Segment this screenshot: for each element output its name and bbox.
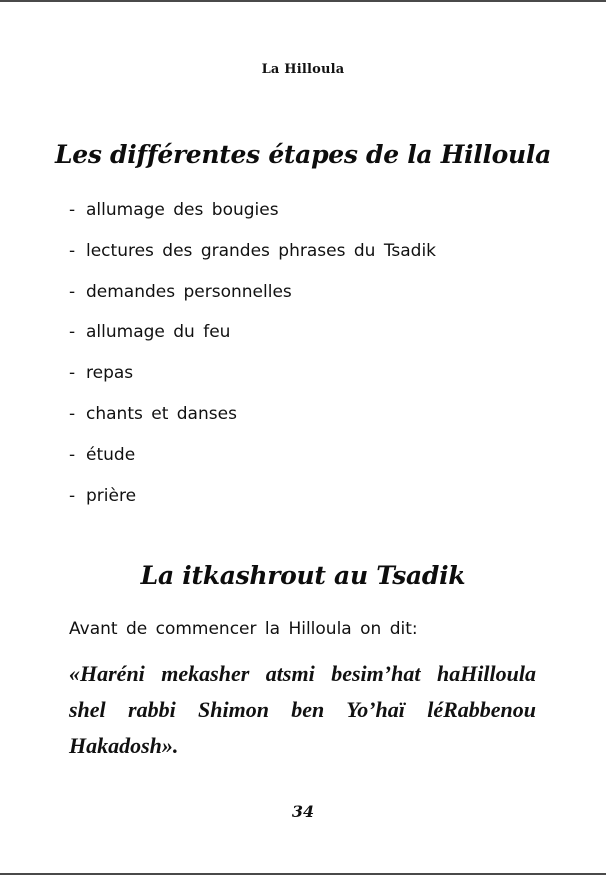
- list-item: [69, 279, 436, 320]
- list-item-text: étude: [86, 444, 136, 465]
- bottom-border-line: [0, 873, 606, 875]
- running-header: La Hilloula: [261, 62, 345, 77]
- intro-paragraph: Avant de commencer la Hilloula on dit:: [69, 619, 418, 639]
- list-bullet: -: [69, 363, 76, 384]
- list-item-text: allumage des bougies: [86, 200, 279, 220]
- list-item: [69, 442, 436, 483]
- top-border-line: [0, 0, 606, 2]
- section-heading-steps: Les différentes étapes de la Hilloula: [54, 140, 551, 169]
- prayer-quote: «Haréni mekasher atsmi besim’hat haHilloula shel rabbi Shimon ben Yo’haï léRabbenou Hakadosh».: [69, 661, 536, 758]
- list-bullet: -: [69, 322, 76, 343]
- steps-list: [69, 197, 436, 523]
- list-bullet: -: [69, 485, 76, 506]
- list-item-text: chants et danses: [86, 403, 237, 424]
- list-item-text: prière: [86, 485, 137, 506]
- list-item: [69, 197, 436, 238]
- list-bullet: -: [69, 240, 76, 261]
- list-item: [69, 401, 436, 442]
- list-item: [69, 483, 436, 524]
- list-item-text: repas: [86, 363, 134, 384]
- list-item: [69, 319, 436, 360]
- list-bullet: -: [69, 200, 76, 220]
- list-bullet: -: [69, 444, 76, 465]
- list-bullet: -: [69, 403, 76, 424]
- list-bullet: -: [69, 281, 76, 302]
- section-heading-itkashrout: La itkashrout au Tsadik: [140, 561, 466, 590]
- list-item-text: lectures des grandes phrases du Tsadik: [86, 240, 437, 261]
- page-number: 34: [291, 802, 315, 821]
- list-item-text: allumage du feu: [86, 322, 231, 343]
- list-item: [69, 238, 436, 279]
- list-item-text: demandes personnelles: [86, 281, 292, 302]
- list-item: [69, 360, 436, 401]
